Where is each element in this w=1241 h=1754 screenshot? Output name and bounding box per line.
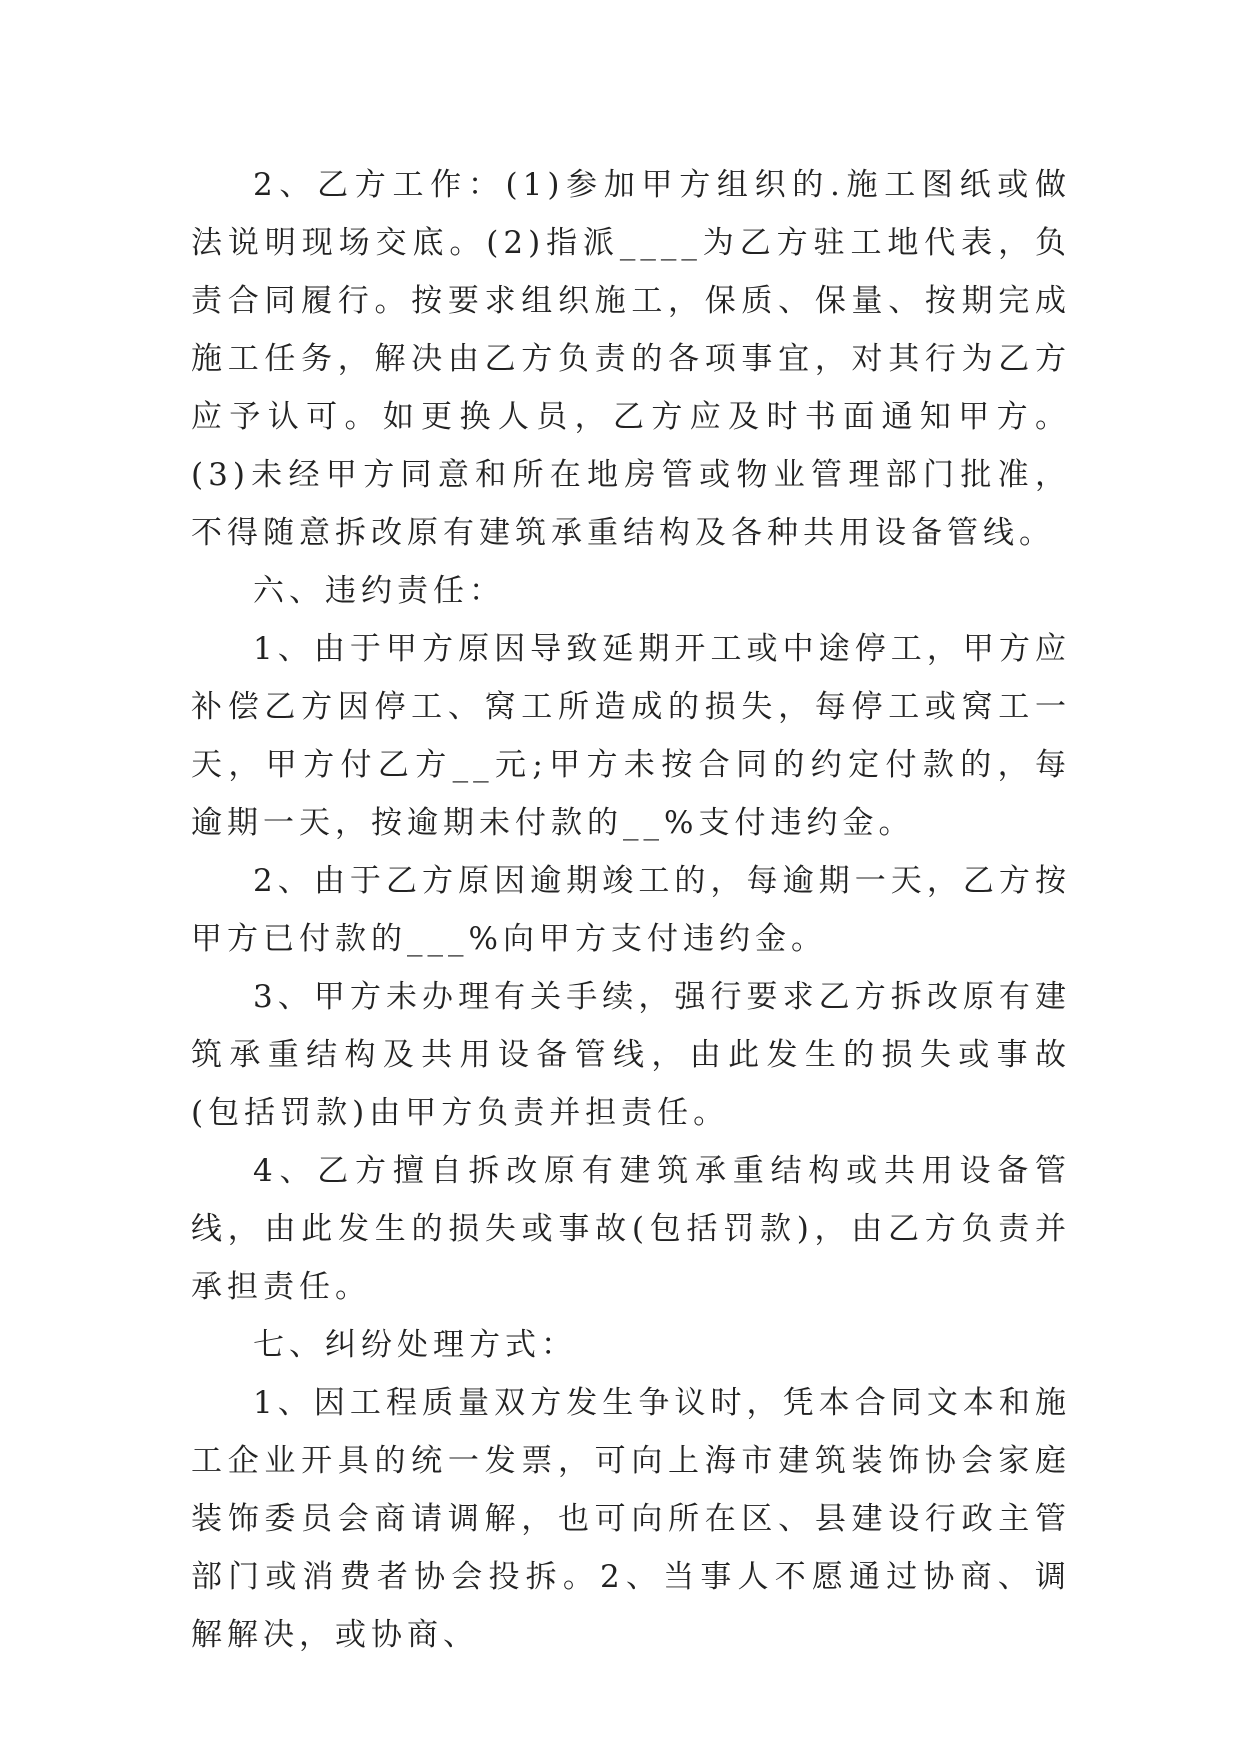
paragraph-breach-party-b-alteration: 4、乙方擅自拆改原有建筑承重结构或共用设备管线，由此发生的损失或事故(包括罚款)，由乙方负责并承担责任。 (191, 1153, 1071, 1305)
section-heading-dispute-resolution: 七、纠纷处理方式： (253, 1327, 577, 1363)
paragraph-party-b-duties: 2、乙方工作：(1)参加甲方组织的.施工图纸或做法说明现场交底。(2)指派____为乙方驻工地代表，负责合同履行。按要求组织施工，保质、保量、按期完成施工任务，解决由乙方负责的各项事宜，对其行为乙方应予认可。如更换人员，乙方应及时书面通知甲方。(3)未经甲方同意和所在地房管或物业管理部门批准，不得随意拆改原有建筑承重结构及各种共用设备管线。 (191, 167, 1071, 551)
paragraph-breach-party-a-delay: 1、由于甲方原因导致延期开工或中途停工，甲方应补偿乙方因停工、窝工所造成的损失，每停工或窝工一天，甲方付乙方__元;甲方未按合同的约定付款的，每逾期一天，按逾期未付款的__%支付违约金。 (191, 631, 1071, 841)
paragraph-breach-party-a-alteration: 3、甲方未办理有关手续，强行要求乙方拆改原有建筑承重结构及共用设备管线，由此发生的损失或事故(包括罚款)由甲方负责并担责任。 (191, 979, 1071, 1131)
paragraph-breach-party-b-overdue: 2、由于乙方原因逾期竣工的，每逾期一天，乙方按甲方已付款的___%向甲方支付违约金。 (191, 863, 1071, 957)
document-body (191, 156, 1071, 1664)
section-heading-breach-liability: 六、违约责任： (253, 573, 505, 609)
paragraph-dispute-quality: 1、因工程质量双方发生争议时，凭本合同文本和施工企业开具的统一发票，可向上海市建筑装饰协会家庭装饰委员会商请调解，也可向所在区、县建设行政主管部门或消费者协会投拆。2、当事人不愿通过协商、调解解决，或协商、 (191, 1385, 1071, 1653)
